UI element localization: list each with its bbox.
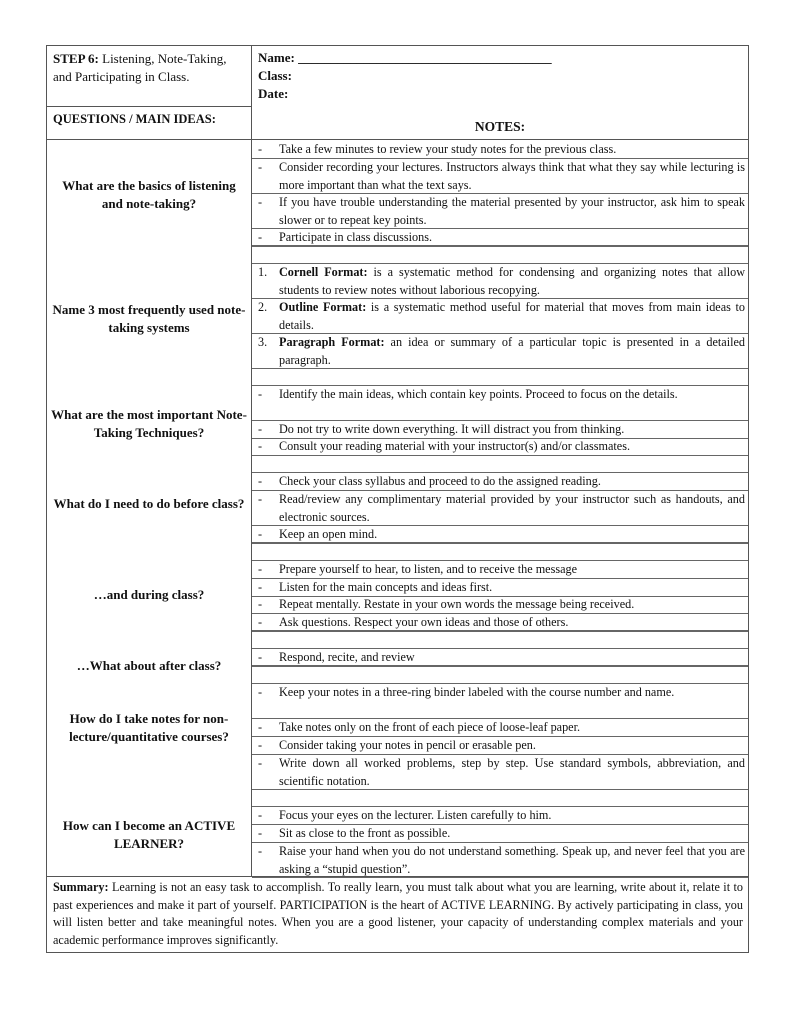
date-label: Date:: [258, 86, 289, 101]
question-1: What are the basics of listening and note-taking?: [62, 178, 236, 211]
name-field[interactable]: _______________________________________: [298, 50, 552, 65]
note-text: Sit as close to the front as possible.: [279, 826, 451, 840]
bullet-marker: -: [258, 597, 263, 611]
bullet-marker: 3.: [258, 335, 268, 349]
format-name: Outline Format:: [279, 300, 367, 314]
note-text: Listen for the main concepts and ideas first.: [279, 580, 493, 594]
rule-line: [252, 455, 748, 456]
note-4-1: [258, 473, 745, 491]
rule-line: [252, 683, 748, 684]
note-text: Raise your hand when you do not understand something. Speak up, and never feel that you are asking a “stupid question”.: [279, 844, 745, 876]
note-text: Keep an open mind.: [279, 527, 378, 541]
bullet-marker: -: [258, 562, 263, 576]
note-3-3: [258, 438, 745, 456]
summary-divider: [47, 876, 748, 877]
question-8: How can I become an ACTIVE LEARNER?: [62, 818, 236, 851]
note-text: If you have trouble understanding the material presented by your instructor, ask him to speak slower or to repeat key points.: [279, 195, 745, 227]
note-text: Take notes only on the front of each piece of loose-leaf paper.: [279, 720, 581, 734]
bullet-marker: -: [258, 615, 263, 629]
notes-header: NOTES:: [474, 119, 526, 134]
bullet-marker: -: [258, 195, 263, 209]
question-5: …and during class?: [93, 587, 205, 602]
note-text: Repeat mentally. Restate in your own words the message being received.: [279, 597, 635, 611]
rule-line: [252, 666, 748, 667]
rule-line: [252, 245, 748, 246]
note-text: Ask questions. Respect your own ideas and those of others.: [279, 615, 569, 629]
note-1-3: [258, 194, 745, 229]
rule-line: [252, 665, 748, 666]
rule-line: [252, 368, 748, 369]
note-7-4: [258, 755, 745, 790]
rule-line: [252, 385, 748, 386]
note-5-4: [258, 614, 745, 632]
note-5-3: [258, 596, 745, 614]
note-5-1: [258, 561, 745, 579]
bullet-marker: -: [258, 439, 263, 453]
step-label: STEP 6:: [53, 51, 99, 66]
note-1-1: [258, 141, 745, 159]
note-text: Take a few minutes to review your study notes for the previous class.: [279, 142, 617, 156]
bullet-marker: -: [258, 422, 263, 436]
question-4: What do I need to do before class?: [53, 496, 245, 511]
note-text: Write down all worked problems, step by step. Use standard symbols, abbreviation, and scientific notation.: [279, 756, 745, 788]
step-title-text: Listening, Note-Taking, and Participating in Class.: [53, 51, 227, 84]
bullet-marker: -: [258, 492, 263, 506]
column-divider: [251, 46, 252, 876]
bullet-marker: -: [258, 650, 263, 664]
header-divider-left: [47, 106, 251, 107]
note-7-3: [258, 737, 745, 755]
step-title: [53, 50, 245, 86]
note-4-3: [258, 526, 745, 544]
summary: [53, 879, 743, 949]
note-1-4: [258, 229, 745, 247]
format-name: Paragraph Format:: [279, 335, 385, 349]
header-divider: [47, 139, 748, 140]
bullet-marker: -: [258, 720, 263, 734]
bullet-marker: -: [258, 685, 263, 699]
format-name: Cornell Format:: [279, 265, 368, 279]
bullet-marker: -: [258, 756, 263, 770]
summary-label: Summary:: [53, 880, 109, 894]
rule-line: [252, 648, 748, 649]
note-text: Cornell Format: is a systematic method for condensing and organizing notes that allow students to review notes without laborious recopying.: [279, 265, 745, 297]
rule-line: [252, 543, 748, 544]
note-8-3: [258, 843, 745, 878]
note-5-2: [258, 579, 745, 597]
bullet-marker: -: [258, 844, 263, 858]
note-3-1: [258, 386, 745, 404]
bullet-marker: 1.: [258, 265, 268, 279]
bullet-marker: -: [258, 387, 263, 401]
note-4-2: [258, 491, 745, 526]
rule-line: [252, 263, 748, 264]
question-6: …What about after class?: [76, 658, 222, 673]
rule-line: [252, 246, 748, 247]
bullet-marker: -: [258, 230, 263, 244]
note-1-2: [258, 159, 745, 194]
note-text: Paragraph Format: an idea or summary of a particular topic is presented in a detailed paragraph.: [279, 335, 745, 367]
name-label: Name:: [258, 50, 295, 65]
note-2-2: [258, 299, 745, 334]
bullet-marker: -: [258, 527, 263, 541]
student-info: [258, 49, 552, 103]
note-text: Consider taking your notes in pencil or erasable pen.: [279, 738, 536, 752]
note-8-2: [258, 825, 745, 843]
note-7-1: [258, 684, 745, 702]
question-3: What are the most important Note-Taking Techniques?: [51, 407, 247, 440]
question-7: How do I take notes for non-lecture/quantitative courses?: [69, 711, 229, 744]
rule-line: [252, 789, 748, 790]
note-8-1: [258, 807, 745, 825]
class-label: Class:: [258, 68, 292, 83]
rule-line: [252, 542, 748, 543]
rule-line: [252, 560, 748, 561]
rule-line: [252, 630, 748, 631]
note-text: Check your class syllabus and proceed to do the assigned reading.: [279, 474, 601, 488]
bullet-marker: -: [258, 142, 263, 156]
note-text: Outline Format: is a systematic method useful for material that moves from main ideas to details.: [279, 300, 745, 332]
note-text: Focus your eyes on the lecturer. Listen carefully to him.: [279, 808, 552, 822]
note-6-1: [258, 649, 745, 667]
bullet-marker: -: [258, 474, 263, 488]
bullet-marker: -: [258, 580, 263, 594]
note-text: Keep your notes in a three-ring binder labeled with the course number and name.: [279, 685, 675, 699]
note-2-3: [258, 334, 745, 369]
bullet-marker: -: [258, 738, 263, 752]
note-text: Identify the main ideas, which contain key points. Proceed to focus on the details.: [279, 387, 678, 401]
summary-text: Learning is not an easy task to accomplish. To really learn, you must talk about what you are learning, write about it, relate it to past experiences and make it part of yourself. PARTICIPATION is the heart of ACTIVE LEARNING. By actively participating in class, you will listen better and take meaningful notes. When you are a good listener, your capacity of understanding complex materials and your academic performance improves significantly.: [53, 880, 743, 947]
bullet-marker: -: [258, 808, 263, 822]
note-3-2: [258, 421, 745, 439]
note-text: Prepare yourself to hear, to listen, and to receive the message: [279, 562, 577, 576]
rule-line: [252, 877, 748, 878]
rule-line: [252, 806, 748, 807]
bullet-marker: 2.: [258, 300, 268, 314]
question-2: Name 3 most frequently used note-taking systems: [52, 302, 246, 335]
note-text: Consult your reading material with your instructor(s) and/or classmates.: [279, 439, 630, 453]
note-text: Respond, recite, and review: [279, 650, 415, 664]
note-text: Do not try to write down everything. It will distract you from thinking.: [279, 422, 625, 436]
note-text: Participate in class discussions.: [279, 230, 432, 244]
note-text: Consider recording your lectures. Instructors always think that what they say while lecturing is more important than what the text says.: [279, 160, 745, 192]
rule-line: [252, 472, 748, 473]
cornell-notes-sheet: [46, 45, 749, 953]
note-7-2: [258, 719, 745, 737]
note-text: Read/review any complimentary material provided by your instructor such as handouts, and electronic sources.: [279, 492, 745, 524]
bullet-marker: -: [258, 826, 263, 840]
note-2-1: [258, 264, 745, 299]
bullet-marker: -: [258, 160, 263, 174]
questions-header: QUESTIONS / MAIN IDEAS:: [53, 112, 216, 126]
rule-line: [252, 631, 748, 632]
